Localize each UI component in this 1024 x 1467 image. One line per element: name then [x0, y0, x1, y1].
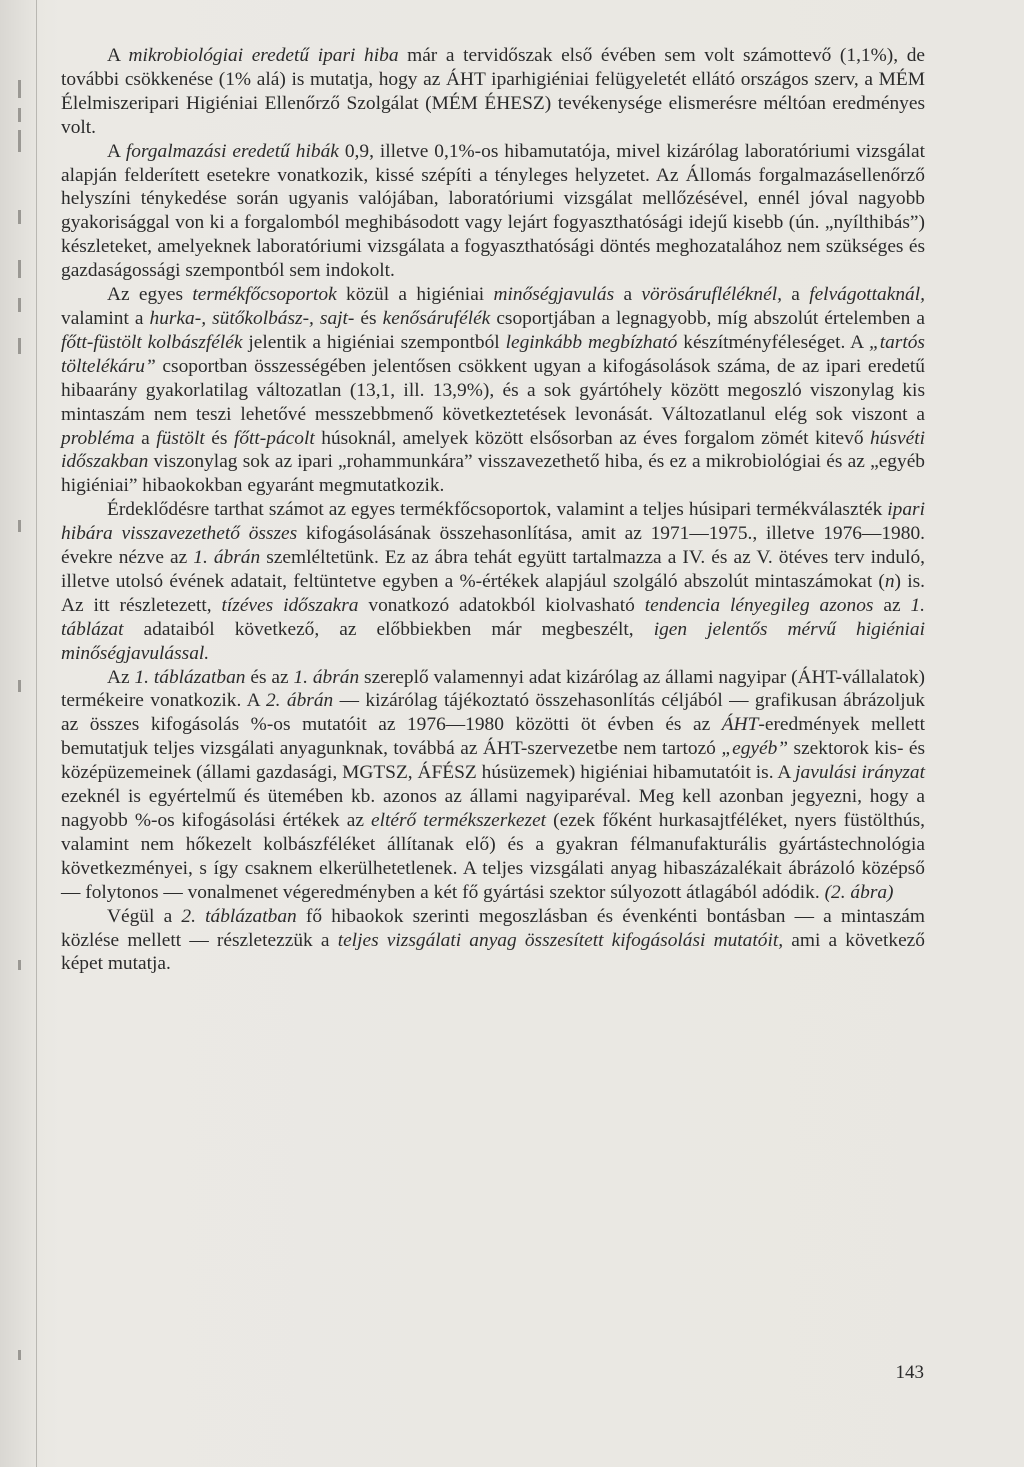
text-run: és az	[245, 666, 294, 688]
italic-run: füstölt	[156, 427, 205, 449]
text-run: vonatkozó adatokból kiolvasható	[358, 594, 645, 616]
italic-run: termékfőcsoportok	[192, 284, 337, 306]
paragraph-5	[61, 666, 925, 905]
text-run: ) is. Az itt részletezett,	[61, 570, 925, 616]
italic-run: teljes vizsgálati anyag összesített kifogásolási mutatóit,	[337, 929, 784, 951]
text-run: fő hibaokok szerinti megoszlásban és évenkénti bontásban — a mintaszám közlése mellett — részletezzük a	[61, 905, 925, 951]
text-run: már a tervidőszak első évében sem volt számottevő (1,1%), de további csökkenése (1% alá) is mutatja, hogy az ÁHT iparhigiéniai felügyeletét ellátó országos szerv, a MÉM Élelmiszeripari Higiéniai Ellenőrző Szolgálat (MÉM ÉHESZ) tevékenysége elismerésre méltóan eredményes volt.	[61, 45, 925, 138]
italic-run: 1. ábrán	[193, 547, 261, 569]
text-run: -eredmények mellett bemutatjuk teljes vizsgálati anyagunknak, továbbá az ÁHT-szervezetbe nem tartozó	[61, 714, 925, 760]
text-run: szereplő valamennyi adat kizárólag az állami nagyipar (ÁHT-vállalatok) termékeire vonatkozik. A	[61, 666, 926, 712]
text-run: ami a következő képet mutatja.	[61, 929, 925, 975]
text-run: csoportban összességében jelentősen csökkent ugyan a kifogásolások száma, de az ipari eredetű hibaarány gyakorlatilag változatlan (13,1, ill. 13,9%), és a sok gyártóhely között megoszló viszonylag kis mintaszám nem teszi lehetővé messzebbmenő következtetések levonását. Változatlanul elég sok viszont a	[61, 355, 925, 425]
italic-run: főtt-füstölt kolbászfélék	[61, 331, 243, 353]
binding-marks	[14, 60, 28, 1360]
text-run: jelentik a higiéniai szempontból	[242, 331, 506, 353]
italic-run: „egyéb”	[721, 738, 789, 760]
text-run: 0,9, illetve 0,1%-os hibamutatója, mivel kizárólag laboratóriumi vizsgálat alapján felderített esetekre vonatkozik, kissé szépíti a tényleges helyzetet. Az Állomás forgalmazásellenőrző helyszíni ténykedése során ugyanis valójában, laboratóriumi vizsgálat mellőzésével, ennél jóval nagyobb gyakorisággal von ki a forgalomból meghibásodott vagy lejárt fogyaszthatósági idejű kisebb (ún. „nyílthibás”) készleteket, amelyeknek laboratóriumi vizsgálata a fogyaszthatósági döntés meghozatalához nem szükséges és gazdaságossági szempontból sem indokolt.	[61, 140, 925, 282]
italic-run: probléma	[61, 427, 135, 449]
text-run: készítményféleséget. A	[677, 331, 869, 353]
text-run: adataiból következő, az előbbiekben már megbeszélt,	[123, 618, 654, 640]
paragraph-2	[61, 140, 925, 283]
italic-run: mikrobiológiai eredetű ipari hiba	[128, 45, 399, 66]
text-run: Az	[107, 666, 135, 688]
italic-run: főtt-pácolt	[233, 427, 315, 449]
italic-run: forgalmazási eredetű hibák	[125, 140, 339, 162]
text-run: (ezek főként hurkasajtféléket, nyers füstölthús, valamint nem hőkezelt kolbászféléket állítanak elő) és a gyakran félmanufakturális gyártástechnológia következményei, s így csaknem elkerülhetetlenek. A teljes vizsgálati anyag hibaszázalékait ábrázoló középső — folytonos — vonalmenet végeredményben a két fő gyártási szektor súlyozott átlagából adódik.	[61, 810, 925, 903]
italic-run: ipari hibára visszavezethető összes	[61, 499, 925, 545]
italic-run: „tartós töltelékáru”	[61, 331, 925, 377]
italic-run: javulási irányzat	[795, 762, 925, 784]
text-run: a	[134, 427, 157, 449]
text-run: viszonylag sok az ipari „rohammunkára” visszavezethető hiba, és ez a mikrobiológiai és az „egyéb higiéniai” hibaokokban egyaránt megmutatkozik.	[61, 451, 925, 497]
italic-run: leginkább megbízható	[505, 331, 678, 353]
text-run: valamint a	[61, 307, 150, 329]
paragraph-4	[61, 498, 925, 665]
text-run: — kizárólag tájékoztató összehasonlítás céljából — grafikusan ábrázoljuk az összes kifogásolás %-os mutatóit az 1976—1980 közötti öt évben és az	[61, 690, 926, 736]
text-run: A	[107, 140, 126, 162]
text-run: Végül a	[107, 905, 182, 927]
italic-run: felvágottaknál,	[809, 284, 925, 306]
italic-run: eltérő termékszerkezet	[371, 810, 547, 831]
italic-run: hurka-, sütőkolbász-, sajt-	[149, 307, 355, 329]
italic-run: igen jelentős mérvű higiéniai minőségjavulással.	[61, 618, 925, 664]
paragraph-6	[61, 905, 925, 977]
text-run: kifogásolásának összehasonlítása, amit az 1971—1975., illetve 1976—1980. évekre nézve az	[61, 523, 925, 569]
text-run: a	[614, 284, 642, 306]
page-number: 143	[895, 1362, 924, 1383]
italic-run: húsvéti időszakban	[61, 427, 925, 473]
text-run: közül a higiéniai	[336, 284, 494, 306]
italic-run: (2. ábra)	[824, 881, 894, 903]
italic-run: tízéves időszakra	[221, 594, 359, 616]
text-run: az	[873, 594, 911, 616]
paragraph-1	[61, 44, 925, 140]
italic-run: 1. ábrán	[293, 666, 360, 688]
italic-run: vörösárufléléknél,	[641, 284, 782, 306]
text-run: Az egyes	[107, 284, 193, 306]
italic-run: kenősárufélék	[382, 307, 491, 329]
italic-run: 1. táblázat	[61, 594, 925, 640]
text-run: szektorok kis- és középüzemeinek (állami gazdasági, MGTSZ, ÁFÉSZ húsüzemek) higiéniai hibamutatóit is. A	[61, 738, 925, 784]
italic-run: 2. táblázatban	[181, 905, 297, 927]
italic-run: n	[884, 570, 895, 592]
text-run: Érdeklődésre tarthat számot az egyes termékfőcsoportok, valamint a teljes húsipari termékválaszték	[107, 499, 888, 521]
text-run: húsoknál, amelyek között elsősorban az éves forgalom zömét kitevő	[314, 427, 871, 449]
text-run: ezeknél is egyértelmű és ütemében kb. azonos az állami nagyiparéval. Meg kell azonban jegyezni, hogy a nagyobb %-os kifogásolási értékek az	[61, 786, 925, 831]
text-run: és	[354, 307, 383, 329]
text-run: A	[107, 45, 129, 66]
italic-run: 1. táblázatban	[134, 666, 246, 688]
italic-run: tendencia lényegileg azonos	[644, 594, 874, 616]
text-run: szemléltetünk. Ez az ábra tehát együtt tartalmazza a IV. és az V. ötéves terv induló, illetve utolsó évének adatait, feltüntetve egyben a %-értékek alapjául szolgáló abszolút mintaszámokat (	[61, 547, 926, 592]
text-run: csoportjában a legnagyobb, míg abszolút értelemben a	[490, 307, 926, 329]
text-run: a	[781, 284, 810, 306]
paragraph-3	[61, 283, 925, 498]
italic-run: minőségjavulás	[493, 284, 615, 306]
italic-run: ÁHT	[721, 714, 759, 736]
italic-run: 2. ábrán	[265, 690, 334, 712]
binding-edge	[36, 0, 37, 1467]
body-text	[61, 44, 925, 976]
text-run: és	[204, 427, 234, 449]
